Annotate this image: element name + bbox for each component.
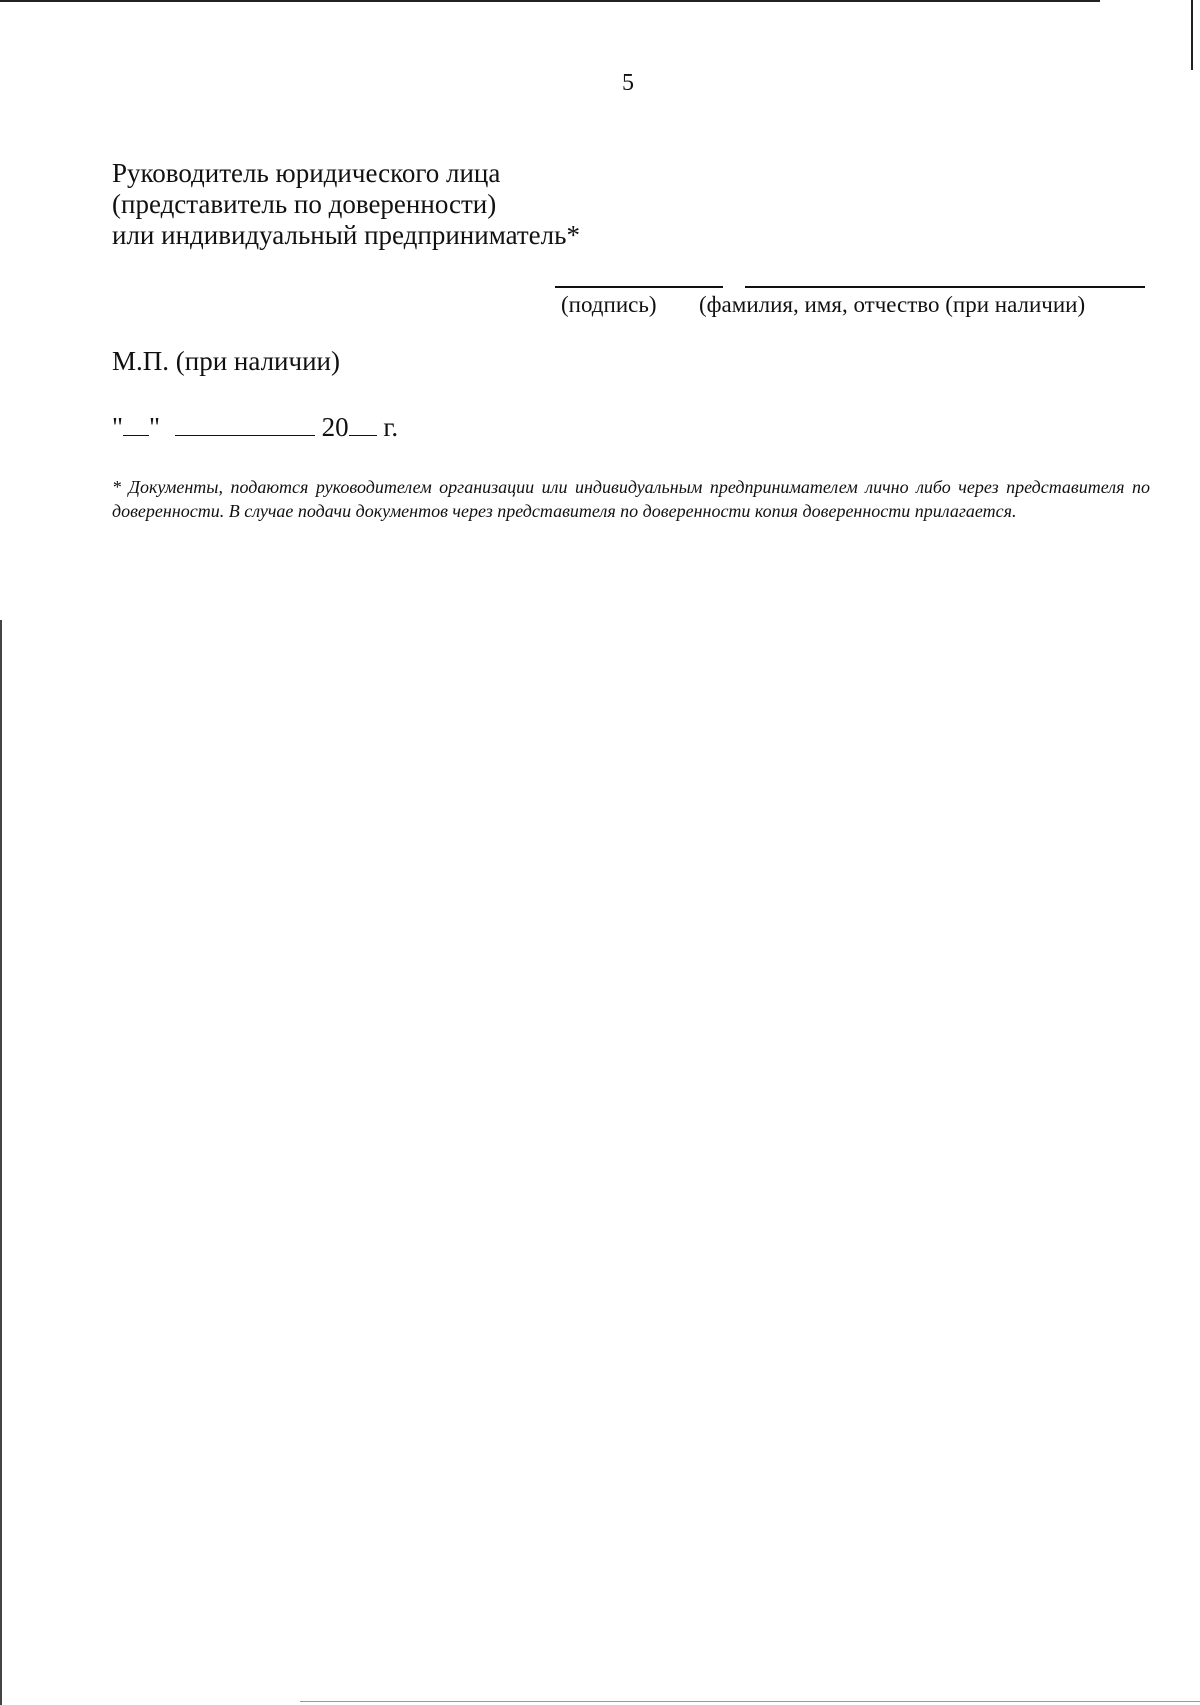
date-line <box>112 412 398 443</box>
signature-line <box>555 286 723 288</box>
year-prefix: 20 <box>321 412 349 442</box>
year-blank <box>349 413 377 436</box>
signer-block <box>112 158 580 251</box>
stamp-label: М.П. (при наличии) <box>112 346 340 376</box>
footnote: * Документы, подаются руководителем организации или индивидуальным предпринимателем лично либо через представителя по доверенности. В случае подачи документов через представителя по доверенности копия доверенности прилагается. <box>112 477 1150 521</box>
day-blank <box>123 413 149 436</box>
signature-label: (подпись) <box>561 292 657 317</box>
month-blank <box>175 413 315 436</box>
scan-edge-right <box>1191 0 1193 70</box>
date-close-quote: " <box>149 412 161 442</box>
signer-line-2: (представитель по доверенности) <box>112 189 497 219</box>
full-name-label: (фамилия, имя, отчество (при наличии) <box>699 292 1086 317</box>
scan-edge-top <box>0 0 1100 2</box>
date-open-quote: " <box>112 412 124 442</box>
page-number: 5 <box>622 70 634 96</box>
signer-line-3: или индивидуальный предприниматель* <box>112 220 580 250</box>
signer-line-1: Руководитель юридического лица <box>112 158 501 188</box>
full-name-line <box>745 286 1145 288</box>
year-suffix: г. <box>383 412 399 442</box>
scan-edge-left <box>0 620 2 1705</box>
scan-edge-bottom <box>300 1701 1200 1702</box>
